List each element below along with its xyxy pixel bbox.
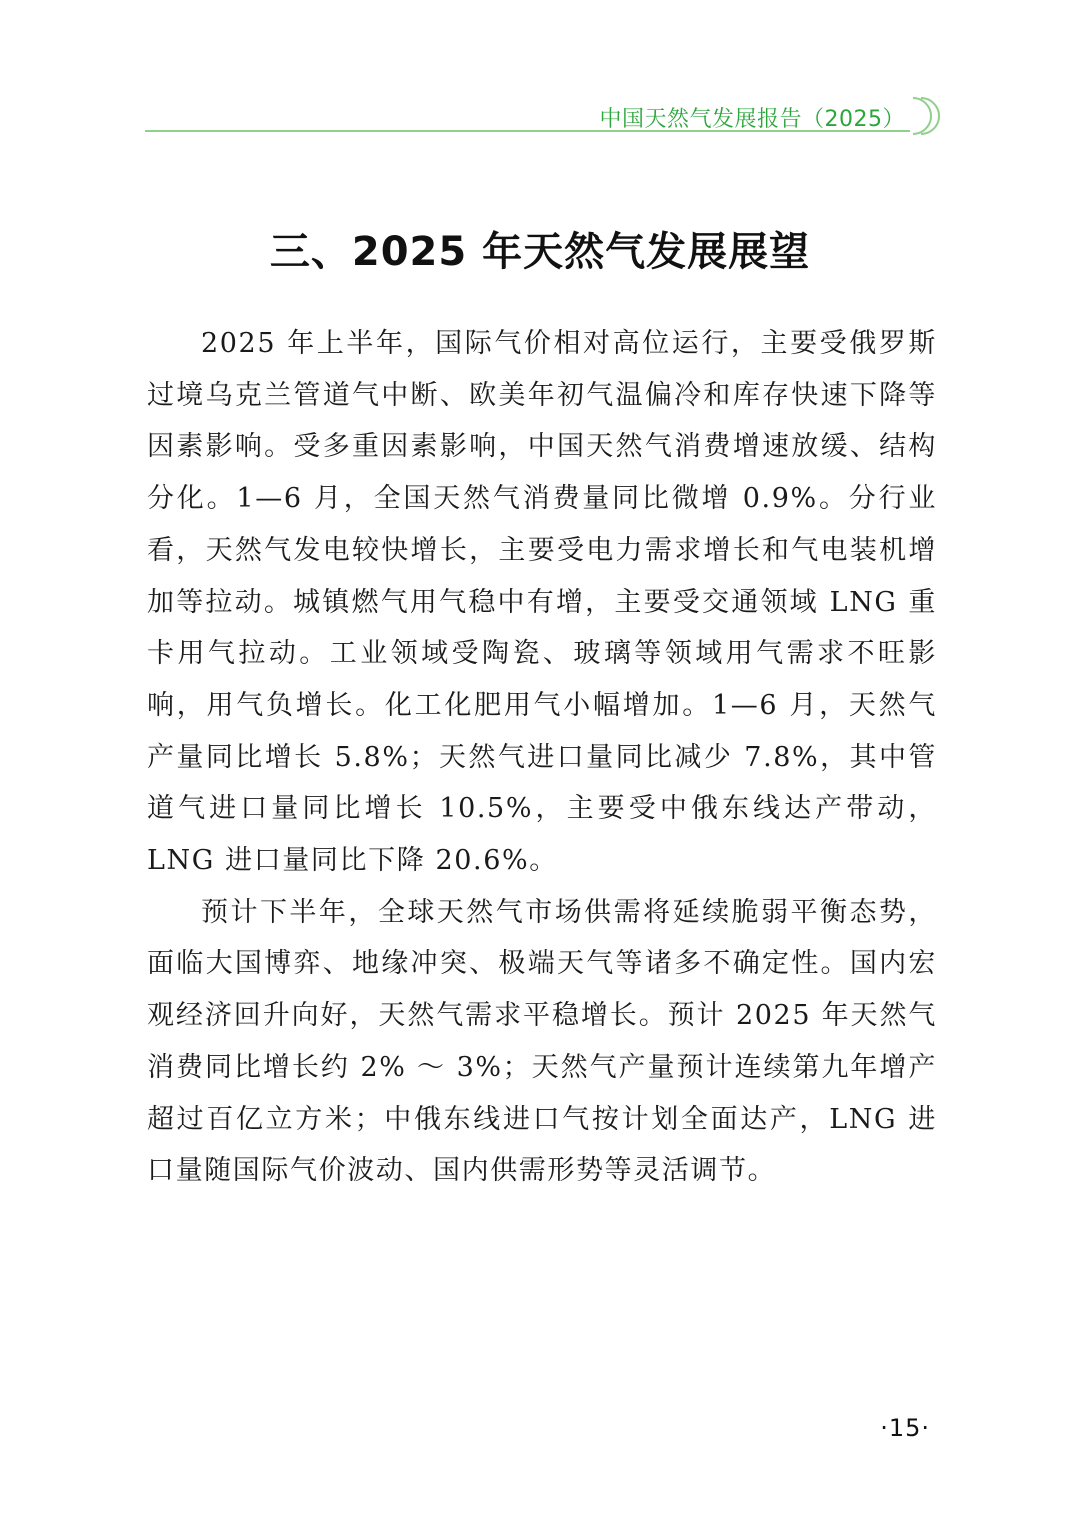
section-body (147, 318, 937, 1197)
paragraph: 2025 年上半年，国际气价相对高位运行，主要受俄罗斯过境乌克兰管道气中断、欧美年初气温偏冷和库存快速下降等因素影响。受多重因素影响，中国天然气消费增速放缓、结构分化。1—6 月，全国天然气消费量同比微增 0.9%。分行业看，天然气发电较快增长，主要受电力需求增长和气电装机增加等拉动。城镇燃气用气稳中有增，主要受交通领域 LNG 重卡用气拉动。工业领域受陶瓷、玻璃等领域用气需求不旺影响，用气负增长。化工化肥用气小幅增加。1—6 月，天然气产量同比增长 5.8%；天然气进口量同比减少 7.8%，其中管道气进口量同比增长 10.5%，主要受中俄东线达产带动，LNG 进口量同比下降 20.6%。 (147, 328, 937, 877)
page-number: ·15· (880, 1414, 930, 1442)
running-header (145, 92, 945, 140)
double-arc-ornament-icon (899, 94, 943, 138)
header-title: 中国天然气发展报告（2025） (599, 107, 905, 132)
paragraph: 预计下半年，全球天然气市场供需将延续脆弱平衡态势，面临大国博弈、地缘冲突、极端天气等诸多不确定性。国内宏观经济回升向好，天然气需求平稳增长。预计 2025 年天然气消费同比增长约 2% ～ 3%；天然气产量预计连续第九年增产超过百亿立方米；中俄东线进口气按计划全面达产，LNG 进口量随国际气价波动、国内供需形势等灵活调节。 (147, 896, 937, 1187)
section-title: 三、2025 年天然气发展展望 (269, 229, 811, 275)
